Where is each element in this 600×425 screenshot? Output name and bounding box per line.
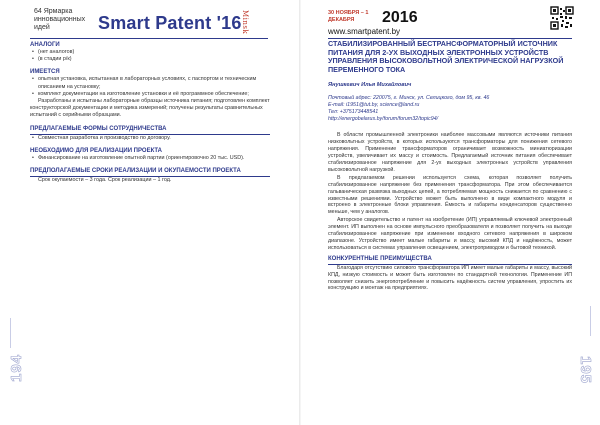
description-paragraph: Авторское свидетельство и патент на изобретение (ИП) управляемый ключевой электронный элемент. ИП выполнен на основе импульсного преобразователя и позволяет получить на выходе стабилизированное напряжение при изменении входного сетевого напряжения в широком диапазоне. Устройство имеет малые габариты и массу, высокий КПД и надёжность, может использоваться в системах управления освещением, электроприводом и бытовой техникой. [328, 217, 572, 251]
contact-web[interactable]: http://energobelarus.by/forum/forum32/topic94/ [328, 116, 439, 123]
contact-phone: Тел: +375173448541 [328, 109, 379, 116]
requirement-item: • Финансирование на изготовление опытной партии (ориентировочно 20 тыс. USD). [30, 155, 270, 162]
right-page [300, 0, 600, 425]
author-name: Янушкевич Илья Михайлович [328, 82, 412, 89]
event-date: 30 НОЯБРЯ – 1 ДЕКАБРЯ [328, 10, 369, 23]
page-number-right: 195 [577, 356, 594, 385]
description-paragraph: В предлагаемом решении используется схема, которая позволяет получить стабилизированное напряжение без применения трансформатора. При этом обеспечивается гальваническая развязка выходных цепей, а потребляемая мощность снижается по сравнению с известными решениями. Устройство может быть выполнено в виде компактного модуля и встроено в электронные блоки управления. Ёмкость и габариты конденсаторов существенно меньше, чем у аналогов. [328, 174, 572, 216]
description-paragraph: В области промышленной электроники наиболее массовыми являются источники питания низковольтных устройств, в которых используются трансформаторы для понижения сетевого напряжения. Применение трансформаторов ограничивает возможность миниатюризации устройств, увеличивает их массу и стоимость. Предлагаемый источник питания обеспечивает стабилизированное напряжение для 2-ух выходных электронных устройств управления высоковольтной нагрузкой. [328, 132, 572, 173]
cooperation-item: • Совместная разработка и производство по договору. [30, 135, 270, 142]
analog-item: • (в стадии р/к) [30, 56, 270, 63]
section-heading-available: ИМЕЕТСЯ [30, 69, 60, 76]
qr-code-icon[interactable] [550, 6, 574, 30]
available-item: • опытная установка, испытанная в лабораторных условиях, с паспортом и техническим описанием на установку; [30, 76, 270, 90]
event-site: www.smartpatent.by [328, 27, 401, 36]
event-year: 2016 [382, 9, 418, 26]
section-heading-cooperation: ПРЕДЛАГАЕМЫЕ ФОРМЫ СОТРУДНИЧЕСТВА [30, 126, 270, 135]
left-content [30, 42, 270, 184]
section-heading-analogs: АНАЛОГИ [30, 42, 60, 48]
right-content [328, 40, 572, 293]
contact-block [328, 95, 572, 123]
section-heading-requirements: НЕОБХОДИМО ДЛЯ РЕАЛИЗАЦИИ ПРОЕКТА [30, 147, 163, 154]
available-paragraph: Разработаны и испытаны лабораторные образцы источника питания; подготовлен комплект конструкторской документации и методика измерений; получены результаты сравнительных испытаний с серийными образцами. [30, 98, 270, 119]
contact-address: Почтовый адрес: 220075, г. Минск, ул. Селицкого, дом 95, кв. 46 [328, 95, 490, 102]
available-item: • комплект документации на изготовление установки и её программное обеспечение; [30, 91, 270, 98]
page-number-left: 194 [8, 353, 25, 382]
advantages-heading: КОНКУРЕНТНЫЕ ПРЕИМУЩЕСТВА [328, 256, 572, 265]
description [328, 132, 572, 292]
header-divider [30, 38, 268, 39]
side-rule [590, 306, 591, 336]
side-rule [10, 318, 11, 348]
section-heading-timeline: ПРЕДПОЛАГАЕМЫЕ СРОКИ РЕАЛИЗАЦИИ И ОКУПАЕМОСТИ ПРОЕКТА [30, 168, 270, 177]
fair-brand [34, 8, 90, 32]
page-title: Smart Patent '16 [98, 13, 242, 33]
city-label: Minsk [241, 10, 249, 35]
analog-item: • (нет аналогов) [30, 49, 270, 56]
project-title: СТАБИЛИЗИРОВАННЫЙ БЕСТРАНСФОРМАТОРНЫЙ ИСТОЧНИК ПИТАНИЯ ДЛЯ 2-УХ ВЫХОДНЫХ ЭЛЕКТРОННЫХ УСТРОЙСТВ УПРАВЛЕНИЯ ВЫСОКОВОЛЬТНОЙ ЭЛЕКТРИЧЕСКОЙ НАГРУЗКОЙ ПЕРЕМЕННОГО ТОКА [328, 39, 564, 74]
advantages-text: Благодаря отсутствию силового трансформатора ИП имеет малые габариты и массу, высокий КПД, низкую стоимость и может быть изготовлен по стандартной технологии. Применение ИП позволяет снизить энергопотребление и повысить надёжность систем управления, упростить их конструкцию и монтаж на предприятиях. [328, 264, 572, 292]
fair-brand-text: 64 Ярмарка инновационных идей [34, 8, 86, 31]
timeline-text: Срок окупаемости – 3 года. Срок реализации – 1 год. [38, 177, 172, 184]
contact-email[interactable]: E-mail: i1951@tut.by, science@land.ru [328, 102, 420, 109]
